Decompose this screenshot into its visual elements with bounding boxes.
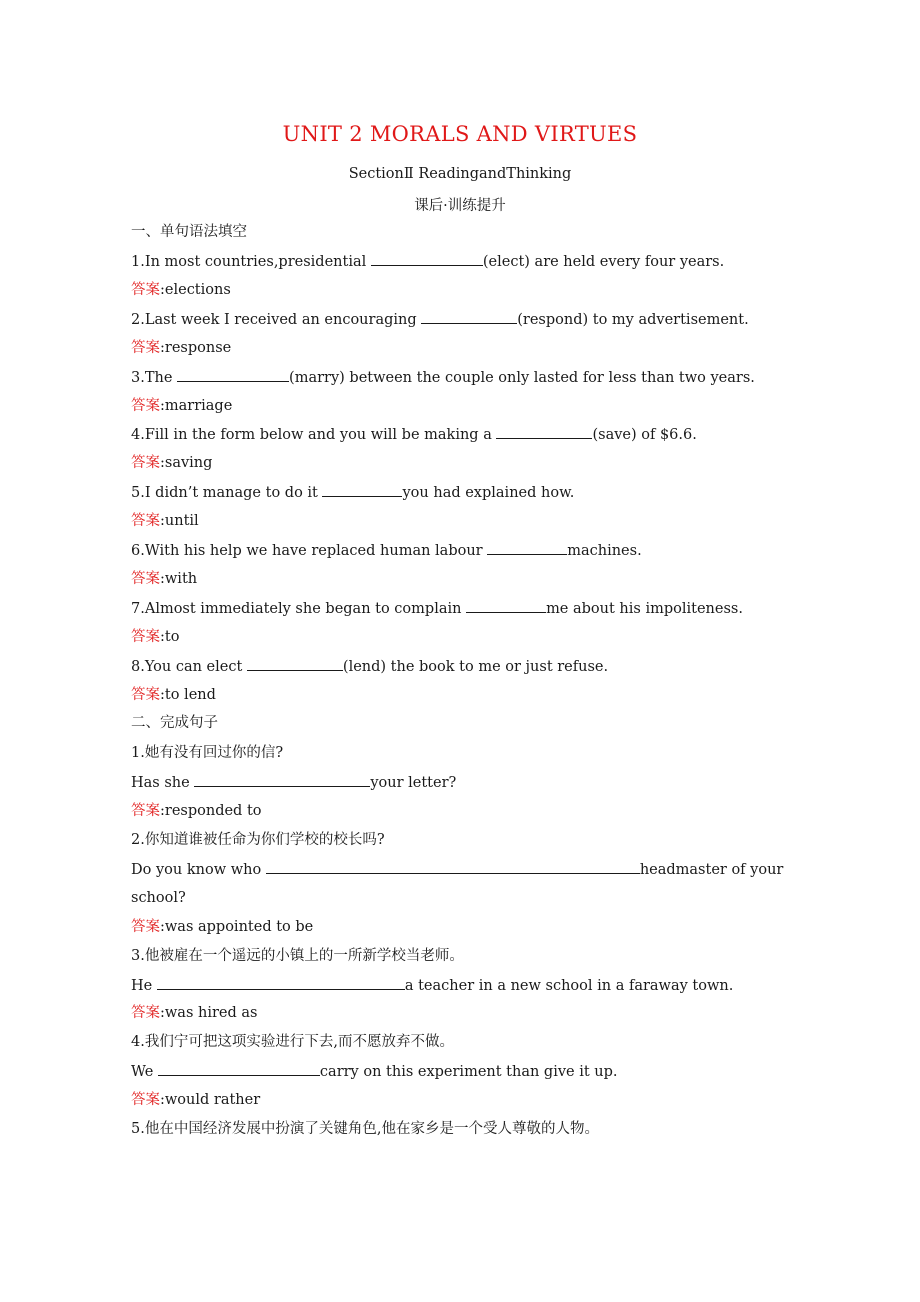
p2-question-4-english: We carry on this experiment than give it up.	[131, 1061, 618, 1082]
p2-question-1-english: Has she your letter?	[131, 772, 456, 793]
question-8: 8.You can elect (lend) the book to me or just refuse.	[131, 656, 608, 677]
subsection-subtitle: 课后·训练提升	[414, 198, 506, 214]
question-3: 3.The (marry) between the couple only lasted for less than two years.	[131, 367, 755, 388]
p2-question-5-chinese: 5.他在中国经济发展中扮演了关键角色,他在家乡是一个受人尊敬的人物。	[131, 1121, 599, 1137]
answer-blank	[158, 1061, 320, 1076]
p2-question-2-english-cont: school?	[131, 890, 186, 906]
answer-6: 答案:with	[131, 571, 198, 587]
p2-question-3-english: He a teacher in a new school in a faraway town.	[131, 975, 733, 996]
answer-7: 答案:to	[131, 629, 180, 645]
answer-blank	[247, 656, 343, 671]
answer-1: 答案:elections	[131, 282, 231, 298]
p2-answer-2: 答案:was appointed to be	[131, 919, 314, 935]
question-2: 2.Last week I received an encouraging (respond) to my advertisement.	[131, 309, 749, 330]
answer-blank	[466, 598, 546, 613]
answer-5: 答案:until	[131, 513, 199, 529]
answer-4: 答案:saving	[131, 455, 213, 471]
answer-2: 答案:response	[131, 340, 232, 356]
answer-blank	[177, 367, 289, 382]
question-7: 7.Almost immediately she began to complain me about his impoliteness.	[131, 598, 743, 619]
answer-blank	[194, 772, 370, 787]
answer-3: 答案:marriage	[131, 398, 233, 414]
p2-question-4-chinese: 4.我们宁可把这项实验进行下去,而不愿放弃不做。	[131, 1034, 454, 1050]
answer-blank	[421, 309, 517, 324]
p2-answer-4: 答案:would rather	[131, 1092, 261, 1108]
page-title: UNIT 2 MORALS AND VIRTUES	[282, 122, 638, 146]
part1-heading: 一、单句语法填空	[131, 224, 247, 240]
part2-heading: 二、完成句子	[131, 715, 218, 731]
question-4: 4.Fill in the form below and you will be making a (save) of $6.6.	[131, 424, 697, 445]
p2-question-1-chinese: 1.她有没有回过你的信?	[131, 745, 284, 761]
section-subtitle: SectionⅡ ReadingandThinking	[348, 166, 572, 182]
answer-blank	[266, 859, 640, 874]
answer-blank	[371, 251, 483, 266]
answer-8: 答案:to lend	[131, 687, 216, 703]
answer-blank	[157, 975, 405, 990]
p2-answer-1: 答案:responded to	[131, 803, 262, 819]
answer-blank	[487, 540, 567, 555]
question-6: 6.With his help we have replaced human labour machines.	[131, 540, 642, 561]
p2-question-2-english: Do you know who headmaster of your	[131, 859, 783, 880]
answer-blank	[322, 482, 402, 497]
answer-blank	[496, 424, 592, 439]
p2-question-3-chinese: 3.他被雇在一个遥远的小镇上的一所新学校当老师。	[131, 948, 464, 964]
p2-question-2-chinese: 2.你知道谁被任命为你们学校的校长吗?	[131, 832, 385, 848]
p2-answer-3: 答案:was hired as	[131, 1005, 258, 1021]
question-1: 1.In most countries,presidential (elect) are held every four years.	[131, 251, 724, 272]
question-5: 5.I didn’t manage to do it you had explained how.	[131, 482, 574, 503]
